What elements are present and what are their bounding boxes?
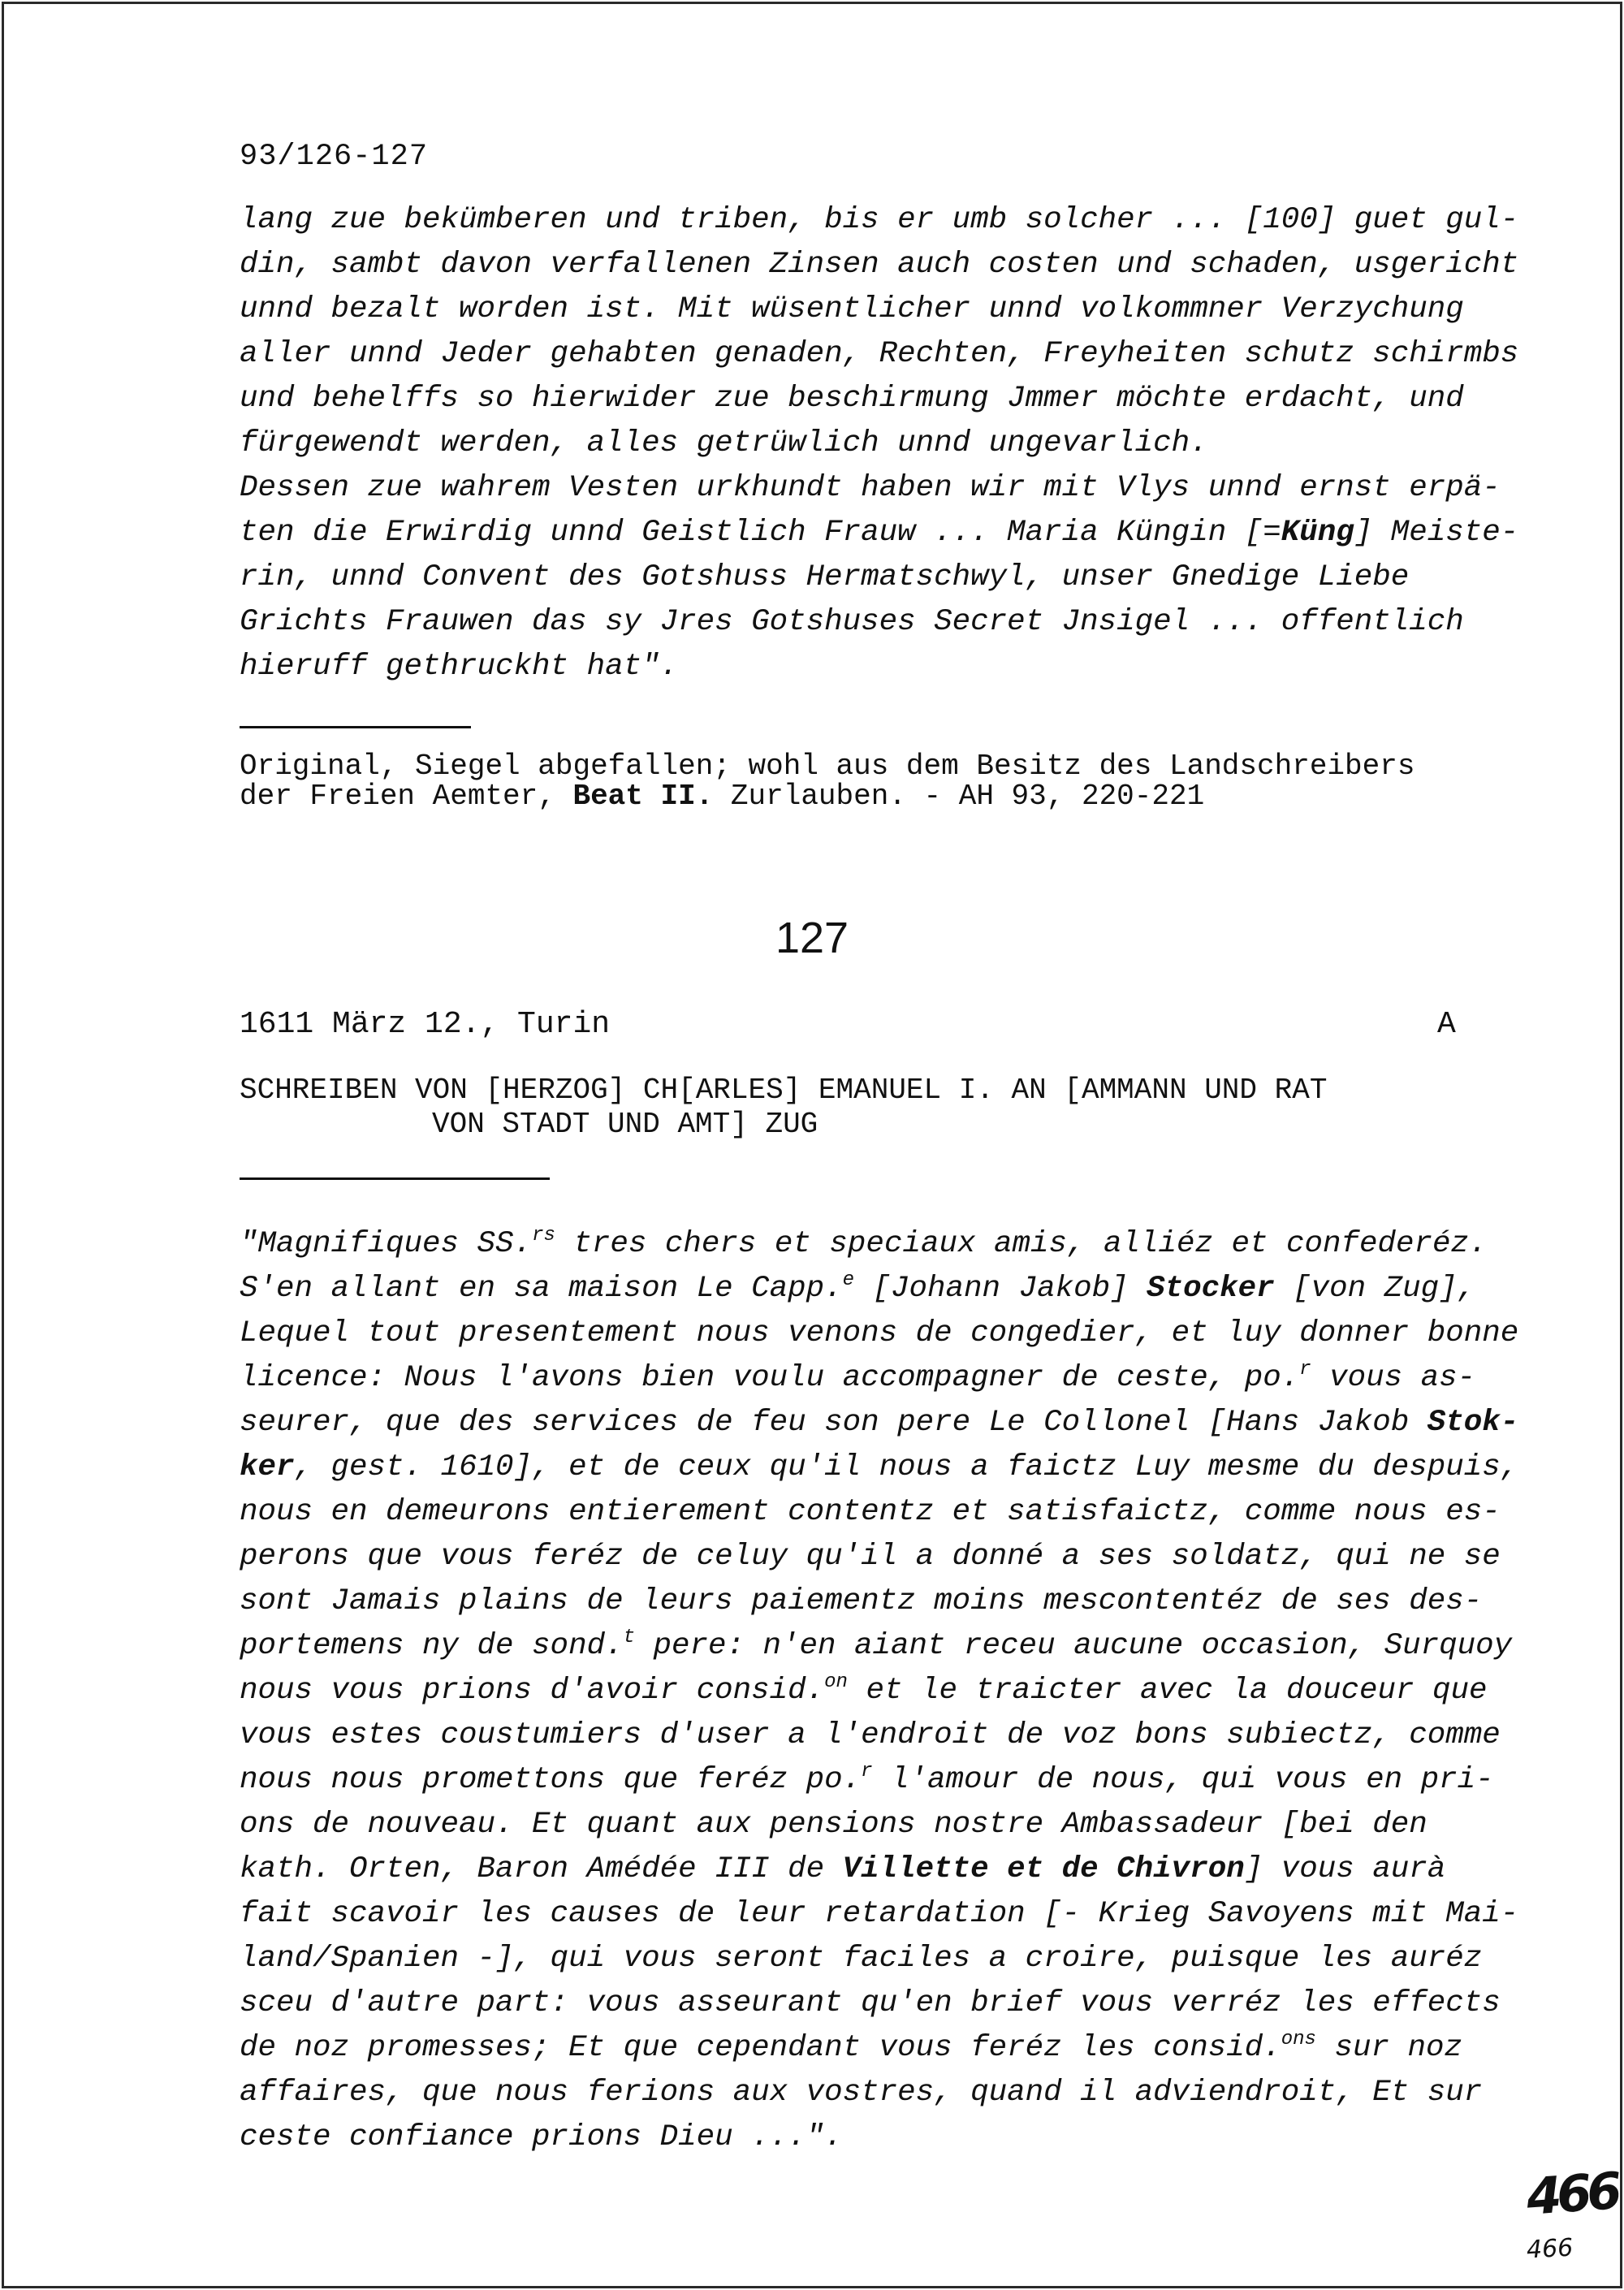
person-name-villette: Villette et de Chivron	[842, 1852, 1245, 1886]
text-line: S'en allant en sa maison Le Capp.$^e$ [Johann Jakob] Stocker [von Zug],	[240, 1269, 1476, 1306]
document-number: 127	[775, 914, 849, 962]
text-line: perons que vous feréz de celuy qu'il a donné a ses soldatz, qui ne se	[240, 1540, 1501, 1574]
text-line: de noz promesses; Et que cependant vous feréz les consid.$^{ons}$ sur noz	[240, 2029, 1462, 2065]
person-name-kueng: Küng	[1281, 516, 1354, 550]
text-line: fürgewendt werden, alles getrüwlich unnd ungevarlich.	[240, 426, 1208, 460]
text-line: unnd bezalt worden ist. Mit wüsentlicher unnd volkommner Verzychung	[240, 292, 1464, 326]
handwritten-page-number-large: 466	[1524, 2161, 1619, 2227]
text-line: ons de nouveau. Et quant aux pensions nostre Ambassadeur [bei den	[240, 1808, 1427, 1842]
continuation-paragraph	[240, 198, 1518, 689]
text-line: licence: Nous l'avons bien voulu accompagner de ceste, po.$^r$ vous as-	[240, 1359, 1476, 1395]
document-title-line2: VON STADT UND AMT] ZUG	[432, 1108, 818, 1141]
text-line: ceste confiance prions Dieu ...".	[240, 2120, 843, 2154]
text-line: sceu d'autre part: vous asseurant qu'en brief vous verréz les effects	[240, 1986, 1501, 2020]
text-line: din, sambt davon verfallenen Zinsen auch costen und schaden, usgericht	[240, 248, 1519, 282]
text-line: fait scavoir les causes de leur retardation [- Krieg Savoyens mit Mai-	[240, 1897, 1519, 1931]
footnote-divider	[240, 726, 471, 728]
text-line: sont Jamais plains de leurs paiementz moins mescontentéz de ses des-	[240, 1584, 1483, 1618]
document-date-place: 1611 März 12., Turin	[240, 1007, 611, 1042]
text-line: aller unnd Jeder gehabten genaden, Rechten, Freyheiten schutz schirmbs	[240, 337, 1519, 371]
text-line: Lequel tout presentement nous venons de congedier, et luy donner bonne	[240, 1316, 1519, 1350]
source-note-bold-name: Beat II.	[572, 780, 714, 813]
document-title-line1: SCHREIBEN VON [HERZOG] CH[ARLES] EMANUEL I. AN [AMMANN UND RAT	[240, 1074, 1328, 1107]
source-note	[240, 751, 1415, 811]
text-line: land/Spanien -], qui vous seront faciles a croire, puisque les auréz	[240, 1942, 1483, 1976]
document-classification: A	[1437, 1007, 1456, 1042]
page-header-reference: 93/126-127	[240, 140, 429, 174]
text-line: Dessen zue wahrem Vesten urkhundt haben wir mit Vlys unnd ernst erpä-	[240, 471, 1501, 505]
letter-text	[240, 1222, 1518, 2160]
handwritten-page-number-small: 466	[1526, 2233, 1574, 2265]
title-divider	[240, 1177, 550, 1180]
text-line: affaires, que nous ferions aux vostres, quand il adviendroit, Et sur	[240, 2076, 1483, 2110]
text-line: lang zue bekümberen und triben, bis er umb solcher ... [100] guet gul-	[240, 203, 1519, 237]
text-line: nous nous promettons que feréz po.$^r$ l'amour de nous, qui vous en pri-	[240, 1761, 1494, 1797]
text-line: nous en demeurons entierement contentz et satisfaictz, comme nous es-	[240, 1495, 1501, 1529]
text-line: und behelffs so hierwider zue beschirmung Jmmer möchte erdacht, und	[240, 382, 1464, 416]
text-line: hieruff gethruckht hat".	[240, 650, 679, 684]
source-note-line2: der Freien Aemter, Beat II. Zurlauben. - AH 93, 220-221	[240, 780, 1205, 813]
text-line: rin, unnd Convent des Gotshuss Hermatschwyl, unser Gnedige Liebe	[240, 560, 1410, 594]
text-line: ker, gest. 1610], et de ceux qu'il nous a faictz Luy mesme du despuis,	[240, 1450, 1519, 1484]
text-line: Grichts Frauwen das sy Jres Gotshuses Secret Jnsigel ... offentlich	[240, 605, 1464, 639]
text-line: portemens ny de sond.$^t$ pere: n'en aiant receu aucune occasion, Surquoy	[240, 1627, 1513, 1663]
text-line: ten die Erwirdig unnd Geistlich Frauw ... Maria Küngin [=Küng] Meiste-	[240, 516, 1519, 550]
text-line: seurer, que des services de feu son pere Le Collonel [Hans Jakob Stok-	[240, 1406, 1519, 1440]
source-note-line1: Original, Siegel abgefallen; wohl aus dem Besitz des Landschreibers	[240, 750, 1415, 783]
text-line: nous vous prions d'avoir consid.$^{on}$ et le traicter avec la douceur que	[240, 1671, 1488, 1708]
text-line: vous estes coustumiers d'user a l'endroit de voz bons subiectz, comme	[240, 1718, 1501, 1752]
text-line: "Magnifiques SS.$^{rs}$ tres chers et speciaux amis, alliéz et confederéz.	[240, 1225, 1488, 1261]
person-name-stocker: Stocker	[1147, 1272, 1275, 1306]
text-line: kath. Orten, Baron Amédée III de Villette et de Chivron] vous aurà	[240, 1852, 1446, 1886]
